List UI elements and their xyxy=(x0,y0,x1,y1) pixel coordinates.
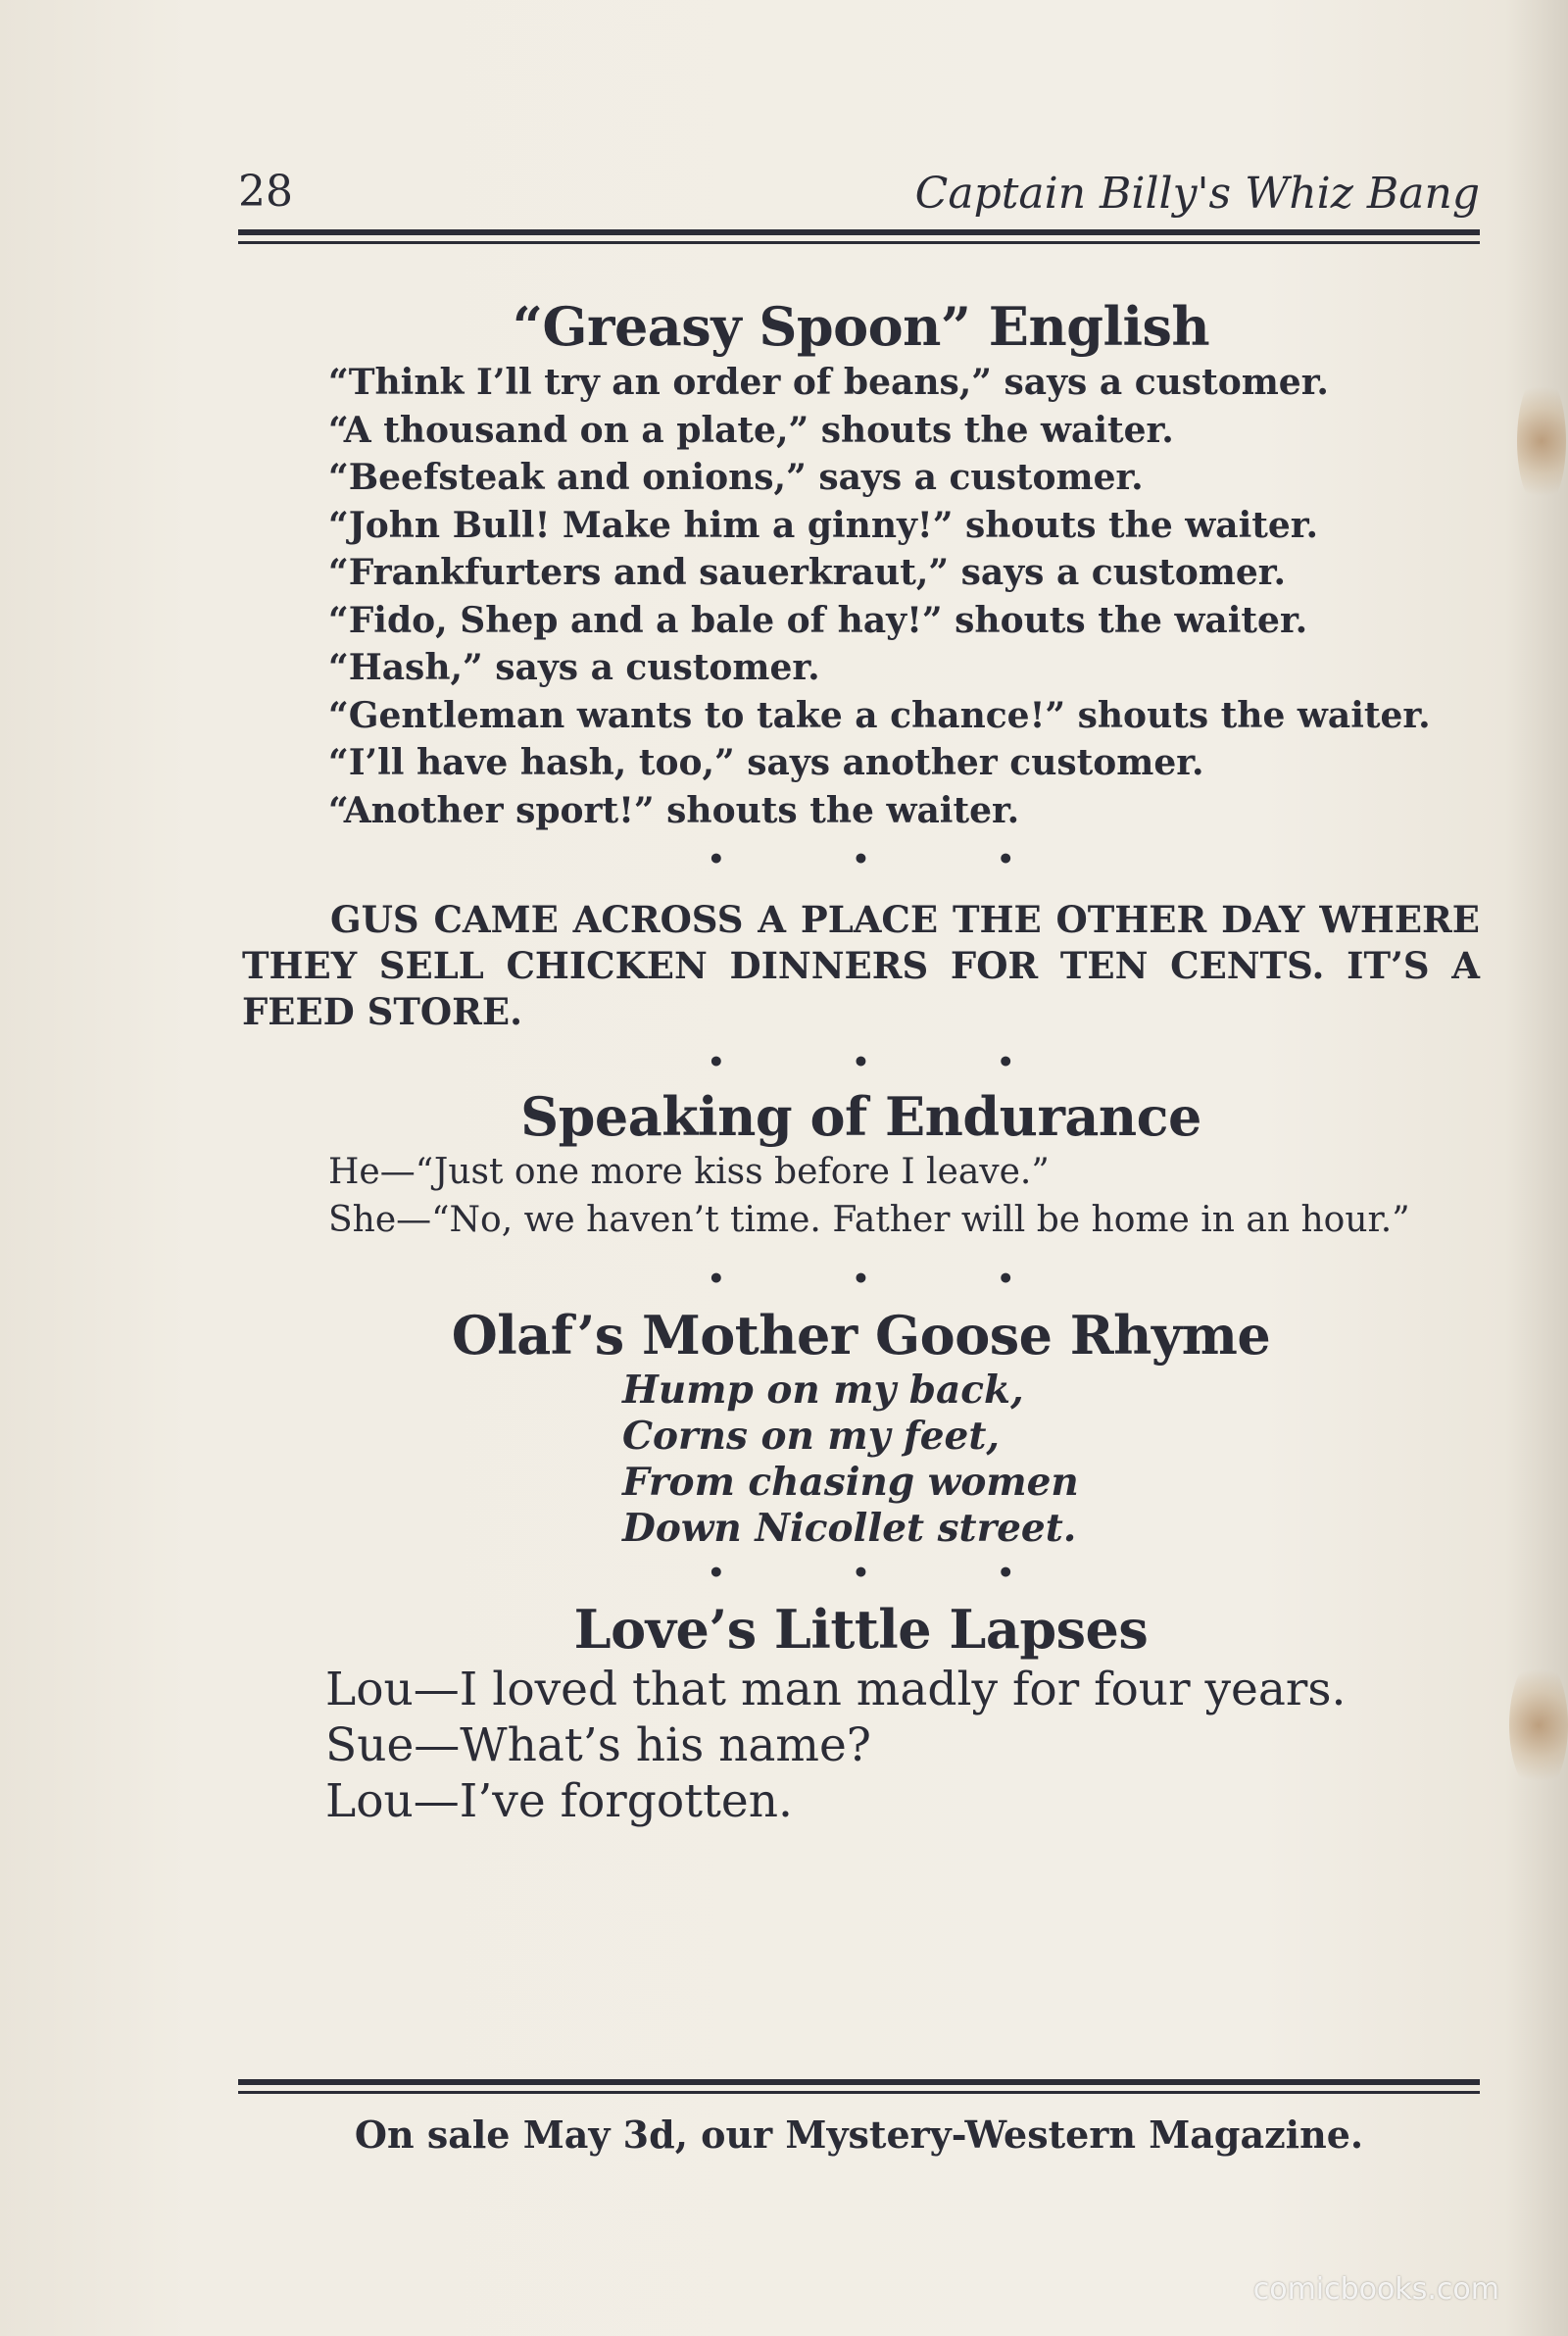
article-endurance xyxy=(242,1084,1480,1244)
article-title: Speaking of Endurance xyxy=(520,1085,1201,1148)
article-title: Olaf’s Mother Goose Rhyme xyxy=(451,1304,1271,1367)
article-title: Love’s Little Lapses xyxy=(573,1598,1149,1661)
header-rule-thin xyxy=(238,241,1480,244)
article-title: “Greasy Spoon” English xyxy=(512,295,1210,358)
dialogue-line: Lou—I’ve forgotten. xyxy=(325,1774,793,1828)
joke-feed-store: GUS CAME ACROSS A PLACE THE OTHER DAY WHERE THEY SELL CHICKEN DINNERS FOR TEN CENTS. IT’S A FEED STORE. xyxy=(242,898,1480,1033)
dialogue-line: “I’ll have hash, too,” says another customer. xyxy=(328,742,1204,783)
separator-dots: • • • xyxy=(707,1263,1074,1295)
separator-dots: • • • xyxy=(707,1046,1074,1078)
watermark: comicbooks.com xyxy=(1252,2272,1499,2307)
article-greasy-spoon xyxy=(242,294,1480,834)
running-title: Captain Billy's Whiz Bang xyxy=(914,169,1480,219)
article-loves-little-lapses xyxy=(242,1597,1480,1829)
dialogue-line: “Beefsteak and onions,” says a customer. xyxy=(328,457,1144,498)
dialogue-line: “Hash,” says a customer. xyxy=(328,647,820,688)
dialogue-line: “Another sport!” shouts the waiter. xyxy=(328,789,1020,831)
page-number: 28 xyxy=(238,167,293,217)
footer-advertisement: On sale May 3d, our Mystery-Western Magazine. xyxy=(354,2112,1364,2157)
dialogue-line: Lou—I loved that man madly for four years. xyxy=(325,1663,1347,1716)
paper-stain xyxy=(1509,1657,1568,1794)
poem-line: Down Nicollet street. xyxy=(622,1506,1077,1551)
poem-line: From chasing women xyxy=(622,1460,1079,1505)
dialogue-line: “Gentleman wants to take a chance!” shouts the waiter. xyxy=(328,694,1431,736)
dialogue-line: “Think I’ll try an order of beans,” says a customer. xyxy=(328,362,1329,403)
dialogue-line: “Frankfurters and sauerkraut,” says a customer. xyxy=(328,552,1286,593)
dialogue-line: She—“No, we haven’t time. Father will be home in an hour.” xyxy=(328,1199,1410,1240)
dialogue-line: “John Bull! Make him a ginny!” shouts the waiter. xyxy=(328,504,1318,546)
page-header xyxy=(238,167,1480,225)
dialogue-line: He—“Just one more kiss before I leave.” xyxy=(328,1152,1050,1192)
separator-dots: • • • xyxy=(707,843,1074,875)
dialogue-line: “A thousand on a plate,” shouts the waiter. xyxy=(328,409,1174,451)
dialogue-line: “Fido, Shep and a bale of hay!” shouts the waiter. xyxy=(328,599,1308,641)
article-olaf-rhyme xyxy=(242,1303,1480,1552)
footer-rule-thin xyxy=(238,2091,1480,2094)
poem-line: Hump on my back, xyxy=(622,1367,1024,1413)
header-rule-thick xyxy=(238,229,1480,235)
page-content xyxy=(242,294,1480,1829)
poem-line: Corns on my feet, xyxy=(622,1414,1000,1459)
dialogue-line: Sue—What’s his name? xyxy=(325,1718,872,1772)
paper-stain xyxy=(1517,373,1566,510)
footer-rule-thick xyxy=(238,2079,1480,2085)
separator-dots: • • • xyxy=(707,1557,1074,1589)
